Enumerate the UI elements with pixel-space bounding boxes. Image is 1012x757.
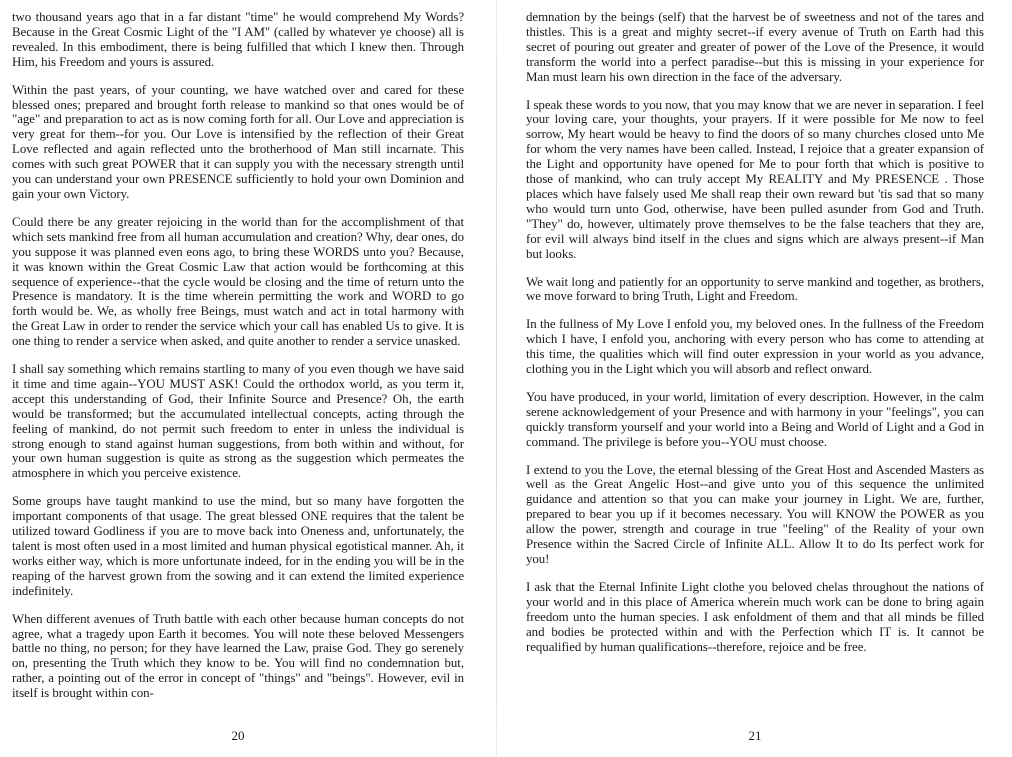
paragraph: We wait long and patiently for an opportunity to serve mankind and together, as brothers, we move forward to bring Truth, Light and Freedom. [526,274,984,304]
paragraph: Could there be any greater rejoicing in the world than for the accomplishment of that which sets mankind free from all human accumulation and creation? Why, dear ones, do you suppose it was planned even eons ago, to bring these WORDS unto you? Because, it was known within the Great Cosmic Law that action would be forthcoming at this sequence of experience--that the cycle would be closing and the time of return unto the Presence is mandatory. It is the time wherein permitting the work and WORD to go forth would be. We, as wholly free Beings, must watch and act in total harmony with the Great Law in order to render the service which your call has enabled Us to give. It is one thing to render a service when asked, and quite another to render a service unasked. [12,214,464,349]
paragraph: I speak these words to you now, that you may know that we are never in separation. I feel your loving care, your thoughts, your prayers. If it were possible for Me now to feel sorrow, My heart would be heavy to find the doors of so many churches closed unto Me for whom the very names have been called. Instead, I rejoice that a greater expansion of the Light and opportunity have opened for Me to pour forth that which is positive to those of mankind, who can truly accept My REALITY and My PRESENCE . Those places which have falsely used Me shall reap their own reward but 'tis sad that so many who would turn unto God, otherwise, have been pulled asunder from God and Truth. "They" do, however, ultimately prove themselves to be the false teachers that they are, for evil will always bind itself in the clues and signs which are always present--if Man but looks. [526,97,984,261]
paragraph: Some groups have taught mankind to use the mind, but so many have forgotten the important components of that usage. The great blessed ONE requires that the talent be utilized toward Godliness if you are to move back into Oneness and, unfortunately, the talent is most often used in a most limited and human physical egotistical manner. Ah, it works either way, which is more unfortunate indeed, for in the ending you will be in the reaping of the harvest grown from the sowing and it can extend the limited experience indefinitely. [12,494,464,598]
paragraph: demnation by the beings (self) that the harvest be of sweetness and not of the tares and thistles. This is a great and mighty secret--if every avenue of Truth on Earth had this secret of pouring out greater and greater of power of the Love of the Presence, it would transform the world into a perfect paradise--but this is missing in your experience for Man must learn his own direction in the face of the adversary. [526,10,984,84]
paragraph: two thousand years ago that in a far distant "time" he would comprehend My Words? Because in the Great Cosmic Light of the "I AM" (called by whatever ye choose) all is revealed. In this embodiment, there is being fulfilled that which I knew then. Through Him, his Freedom and yours is assured. [12,10,464,69]
paragraph: In the fullness of My Love I enfold you, my beloved ones. In the fullness of the Freedom which I have, I enfold you, anchoring with every person who has come to attending at this time, the qualities which will find outer expression in your world as you advance, clothing you in the Light which you will absorb and reflect onward. [526,317,984,377]
paragraph: When different avenues of Truth battle with each other because human concepts do not agree, what a tragedy upon Earth it becomes. You will note these beloved Messengers battle no thing, no person; for they have learned the Law, praise God. They go serenely on, presenting the Truth which they know to be. You will find no condemnation but, rather, a pointing out of the error in concept of "things" and "beings". However, evil in itself is brought within con- [12,611,464,701]
paragraph: I ask that the Eternal Infinite Light clothe you beloved chelas throughout the nations of your world and in this place of America wherein much work can be done to bring again freedom unto the human species. I ask enfoldment of them and that all minds be filled and bodies be protected within and with the Perfection which IT is. It cannot be requalified by human qualifications--therefore, rejoice and be free. [526,579,984,654]
paragraph: Within the past years, of your counting, we have watched over and cared for these blessed ones; prepared and brought forth release to mankind so that ones would be of "age" and preparation to act as is now coming forth for all. Our Love and appreciation is very great for them--for you. Our Love is intensified by the reflection of their Great Love reflected and again reflected unto the brotherhood of Man still incarnate. This comes with such great POWER that it can supply you with the necessary strength until you can understand your own PRESENCE sufficiently to hold your own Dominion and gain your own Victory. [12,82,464,201]
paragraph: You have produced, in your world, limitation of every description. However, in the calm serene acknowledgement of your Presence and with harmony in your "feelings", you can quickly transform yourself and your world into a Being and World of Light and a God in command. The privilege is before you--YOU must choose. [526,389,984,449]
page-number: 20 [231,728,245,743]
left-page [12,10,464,750]
paragraph: I extend to you the Love, the eternal blessing of the Great Host and Ascended Masters as well as the Great Angelic Host--and give unto you of this sequence the unlimited guidance and attention so that you can make your journey in Light. We are, further, prepared to bear you up if it becomes necessary. You will KNOW the POWER as you allow the power, strength and courage in true "feeling" of the Reality of your own Presence within the Sacred Circle of Infinite ALL. Allow It to do Its perfect work for you! [526,462,984,566]
paragraph: I shall say something which remains startling to many of you even though we have said it time and time again--YOU MUST ASK! Could the orthodox world, as you term it, accept this understanding of God, their Infinite Source and Presence? Oh, the earth would be transformed; but the accumulated intellectual concepts, acting through the feeling of mankind, do not permit such freedom to enter in unless the individual is strong enough to stand against human suggestions, from both within and without, for your own human suggestion is quite as strong as the suggestion which permeates the atmosphere in which you perceive existence. [12,362,464,481]
page-number: 21 [748,728,762,743]
right-page [526,10,984,750]
